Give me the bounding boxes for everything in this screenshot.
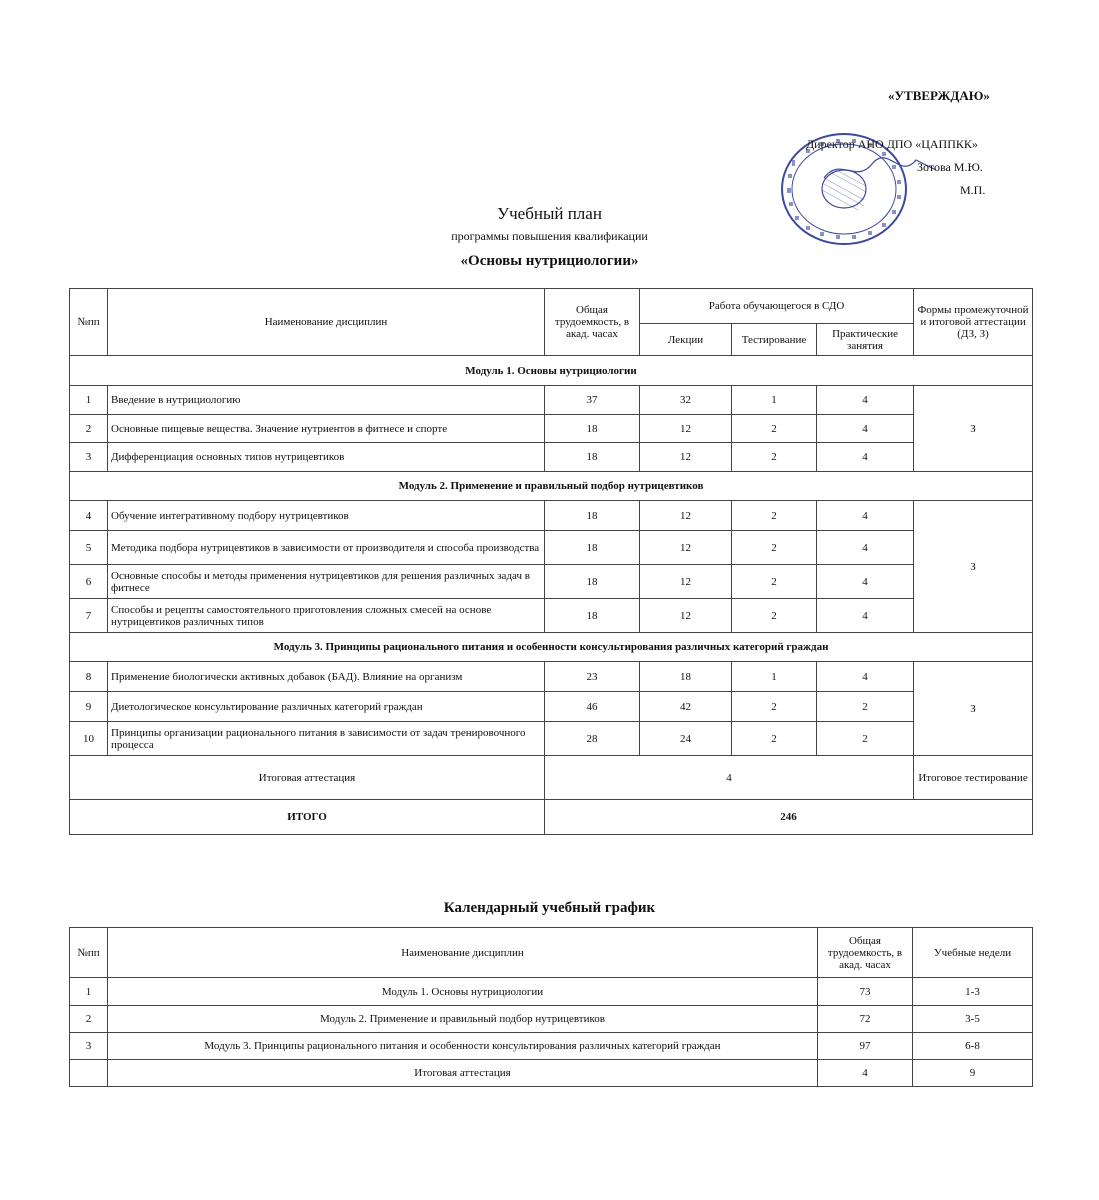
row-num: 1 bbox=[70, 978, 108, 1006]
row-testing: 2 bbox=[732, 722, 817, 756]
row-total: 73 bbox=[818, 978, 913, 1006]
row-num: 6 bbox=[70, 565, 108, 599]
row-name: Введение в нутрициологию bbox=[108, 386, 545, 415]
row-total: 18 bbox=[545, 501, 640, 531]
row-num: 5 bbox=[70, 531, 108, 565]
calendar-table bbox=[69, 927, 1033, 1087]
row-weeks: 6-8 bbox=[913, 1033, 1033, 1060]
row-lectures: 12 bbox=[640, 599, 732, 633]
table-row bbox=[70, 1060, 1033, 1087]
row-total: 37 bbox=[545, 386, 640, 415]
header-row bbox=[70, 928, 1033, 978]
row-num: 3 bbox=[70, 443, 108, 472]
row-weeks: 3-5 bbox=[913, 1006, 1033, 1033]
plan-subtitle: программы повышения квалификации bbox=[451, 229, 648, 243]
final-value: 4 bbox=[545, 756, 914, 800]
row-name: Способы и рецепты самостоятельного приготовления сложных смесей на основе нутрицевтиков различных типов bbox=[108, 599, 545, 633]
total-value: 246 bbox=[545, 800, 1033, 835]
table-row bbox=[70, 415, 1033, 443]
module-title: Модуль 3. Принципы рационального питания и особенности консультирования различных категорий граждан bbox=[70, 633, 1033, 662]
row-num: 7 bbox=[70, 599, 108, 633]
row-total: 46 bbox=[545, 692, 640, 722]
col-num-header: №пп bbox=[70, 928, 108, 978]
row-lectures: 42 bbox=[640, 692, 732, 722]
stamp-place-label: М.П. bbox=[960, 183, 986, 197]
director-name: Зотова М.Ю. bbox=[917, 160, 983, 174]
row-practice: 2 bbox=[817, 692, 914, 722]
calendar-title: Календарный учебный график bbox=[443, 900, 656, 916]
row-lectures: 12 bbox=[640, 531, 732, 565]
col-forms-header: Формы промежуточной и итоговой аттестации (ДЗ, З) bbox=[914, 289, 1033, 356]
row-testing: 1 bbox=[732, 662, 817, 692]
table-row bbox=[70, 443, 1033, 472]
col-num-header: №пп bbox=[70, 289, 108, 356]
table-row bbox=[70, 386, 1033, 415]
row-num: 1 bbox=[70, 386, 108, 415]
row-name: Модуль 3. Принципы рационального питания и особенности консультирования различных категорий граждан bbox=[108, 1033, 818, 1060]
row-total: 18 bbox=[545, 443, 640, 472]
table-row bbox=[70, 662, 1033, 692]
row-name: Принципы организации рационального питания в зависимости от задач тренировочного процесса bbox=[108, 722, 545, 756]
row-num: 4 bbox=[70, 501, 108, 531]
row-practice: 4 bbox=[817, 443, 914, 472]
row-testing: 2 bbox=[732, 565, 817, 599]
table-row bbox=[70, 501, 1033, 531]
module-form: З bbox=[914, 662, 1033, 756]
row-practice: 4 bbox=[817, 565, 914, 599]
module-row bbox=[70, 633, 1033, 662]
final-label: Итоговая аттестация bbox=[70, 756, 545, 800]
final-form: Итоговое тестирование bbox=[914, 756, 1033, 800]
row-num: 2 bbox=[70, 1006, 108, 1033]
row-practice: 2 bbox=[817, 722, 914, 756]
row-lectures: 12 bbox=[640, 443, 732, 472]
row-name: Обучение интегративному подбору нутрицевтиков bbox=[108, 501, 545, 531]
row-practice: 4 bbox=[817, 501, 914, 531]
curriculum-table bbox=[69, 288, 1033, 835]
col-weeks-header: Учебные недели bbox=[913, 928, 1033, 978]
row-practice: 4 bbox=[817, 531, 914, 565]
row-total: 28 bbox=[545, 722, 640, 756]
row-num: 9 bbox=[70, 692, 108, 722]
row-total: 18 bbox=[545, 599, 640, 633]
row-name: Основные пищевые вещества. Значение нутриентов в фитнесе и спорте bbox=[108, 415, 545, 443]
row-total: 18 bbox=[545, 531, 640, 565]
col-total-header: Общая трудоемкость, в акад. часах bbox=[818, 928, 913, 978]
plan-title: Учебный план bbox=[497, 204, 602, 223]
row-name: Модуль 1. Основы нутрициологии bbox=[108, 978, 818, 1006]
director-title: Директор АНО ДПО «ЦАППКК» bbox=[806, 137, 978, 151]
table-row bbox=[70, 1006, 1033, 1033]
row-num: 2 bbox=[70, 415, 108, 443]
row-total: 4 bbox=[818, 1060, 913, 1087]
row-testing: 2 bbox=[732, 415, 817, 443]
row-weeks: 1-3 bbox=[913, 978, 1033, 1006]
final-row bbox=[70, 756, 1033, 800]
table-row bbox=[70, 1033, 1033, 1060]
row-name: Методика подбора нутрицевтиков в зависимости от производителя и способа производства bbox=[108, 531, 545, 565]
col-name-header: Наименование дисциплин bbox=[108, 928, 818, 978]
row-lectures: 24 bbox=[640, 722, 732, 756]
table-row bbox=[70, 531, 1033, 565]
row-total: 72 bbox=[818, 1006, 913, 1033]
header-row bbox=[70, 289, 1033, 324]
module-title: Модуль 1. Основы нутрициологии bbox=[70, 356, 1033, 386]
col-lectures-header: Лекции bbox=[640, 324, 732, 356]
row-name: Модуль 2. Применение и правильный подбор нутрицевтиков bbox=[108, 1006, 818, 1033]
row-testing: 2 bbox=[732, 692, 817, 722]
row-lectures: 18 bbox=[640, 662, 732, 692]
approval-heading: «УТВЕРЖДАЮ» bbox=[888, 88, 990, 103]
row-total: 23 bbox=[545, 662, 640, 692]
module-form: З bbox=[914, 386, 1033, 472]
module-title: Модуль 2. Применение и правильный подбор нутрицевтиков bbox=[70, 472, 1033, 501]
col-practice-header: Практические занятия bbox=[817, 324, 914, 356]
col-name-header: Наименование дисциплин bbox=[108, 289, 545, 356]
col-total-header: Общая трудоемкость, в акад. часах bbox=[545, 289, 640, 356]
table-row bbox=[70, 978, 1033, 1006]
table-row bbox=[70, 692, 1033, 722]
col-work-header: Работа обучающегося в СДО bbox=[640, 289, 914, 324]
row-name: Основные способы и методы применения нутрицевтиков для решения различных задач в фитнесе bbox=[108, 565, 545, 599]
row-practice: 4 bbox=[817, 599, 914, 633]
row-lectures: 32 bbox=[640, 386, 732, 415]
row-weeks: 9 bbox=[913, 1060, 1033, 1087]
row-total: 18 bbox=[545, 565, 640, 599]
row-testing: 2 bbox=[732, 599, 817, 633]
row-name: Диетологическое консультирование различных категорий граждан bbox=[108, 692, 545, 722]
row-lectures: 12 bbox=[640, 415, 732, 443]
row-practice: 4 bbox=[817, 662, 914, 692]
row-name: Применение биологически активных добавок (БАД). Влияние на организм bbox=[108, 662, 545, 692]
row-name: Дифференциация основных типов нутрицевтиков bbox=[108, 443, 545, 472]
col-testing-header: Тестирование bbox=[732, 324, 817, 356]
total-label: ИТОГО bbox=[70, 800, 545, 835]
module-row bbox=[70, 472, 1033, 501]
table-row bbox=[70, 722, 1033, 756]
row-practice: 4 bbox=[817, 386, 914, 415]
module-form: З bbox=[914, 501, 1033, 633]
module-row bbox=[70, 356, 1033, 386]
row-total: 18 bbox=[545, 415, 640, 443]
program-name: «Основы нутрициологии» bbox=[460, 253, 639, 269]
table-row bbox=[70, 599, 1033, 633]
row-num: 10 bbox=[70, 722, 108, 756]
total-row bbox=[70, 800, 1033, 835]
row-num: 3 bbox=[70, 1033, 108, 1060]
row-testing: 2 bbox=[732, 443, 817, 472]
row-total: 97 bbox=[818, 1033, 913, 1060]
table-row bbox=[70, 565, 1033, 599]
row-name: Итоговая аттестация bbox=[108, 1060, 818, 1087]
row-num: 8 bbox=[70, 662, 108, 692]
row-testing: 2 bbox=[732, 501, 817, 531]
row-testing: 1 bbox=[732, 386, 817, 415]
row-practice: 4 bbox=[817, 415, 914, 443]
row-lectures: 12 bbox=[640, 565, 732, 599]
row-testing: 2 bbox=[732, 531, 817, 565]
row-lectures: 12 bbox=[640, 501, 732, 531]
row-num bbox=[70, 1060, 108, 1087]
